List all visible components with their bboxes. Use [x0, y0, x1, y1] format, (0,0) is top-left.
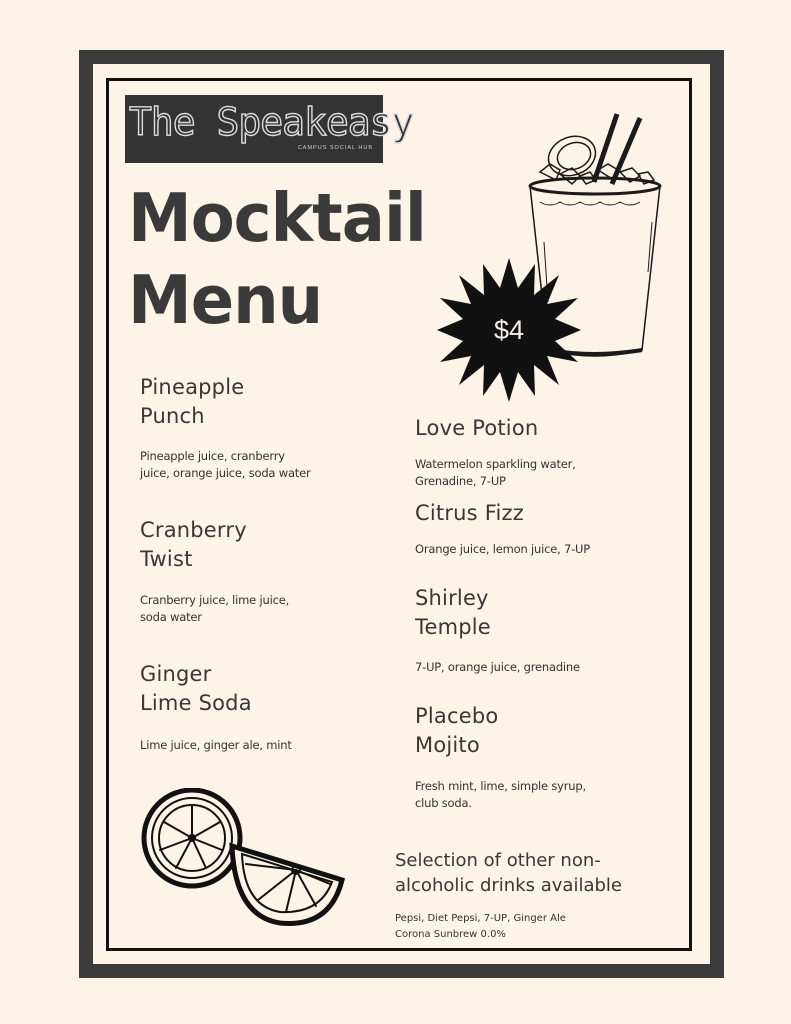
menu-item: [140, 516, 380, 626]
drink-name-line: Citrus Fizz: [415, 501, 524, 525]
drink-name-line: Ginger: [140, 662, 212, 686]
drink-desc-line: 7-UP, orange juice, grenadine: [415, 660, 580, 674]
drink-desc-line: Lime juice, ginger ale, mint: [140, 738, 292, 752]
drink-name: [140, 660, 380, 718]
menu-item: [415, 499, 675, 558]
drink-name-line: Temple: [415, 615, 491, 639]
drink-desc-line: Grenadine, 7-UP: [415, 474, 506, 488]
drink-desc-line: juice, orange juice, soda water: [140, 466, 311, 480]
title-line-1: Mocktail: [128, 180, 426, 258]
menu-item: [415, 414, 675, 490]
drink-desc-line: Pineapple juice, cranberry: [140, 449, 285, 463]
drink-description: [415, 659, 675, 676]
drink-name: [415, 702, 675, 760]
menu-item: [140, 660, 380, 754]
drink-name: [415, 414, 675, 443]
drink-description: [140, 592, 380, 626]
menu-item: [415, 702, 675, 812]
heading-line: Selection of other non-: [395, 850, 601, 871]
drink-description: [140, 448, 380, 482]
list-line: Pepsi, Diet Pepsi, 7-UP, Ginger Ale: [395, 913, 566, 924]
brand-name: The Speakeasy: [129, 100, 414, 144]
drink-description: [140, 737, 380, 754]
heading-line: alcoholic drinks available: [395, 875, 622, 896]
page-title: [128, 176, 426, 340]
drink-desc-line: Fresh mint, lime, simple syrup,: [415, 779, 586, 793]
brand-tagline: CAMPUS SOCIAL HUB: [297, 145, 373, 151]
drink-name-line: Cranberry: [140, 518, 247, 542]
other-drinks-heading: [395, 848, 685, 898]
drink-name: [415, 584, 675, 642]
title-line-2: Menu: [128, 262, 323, 340]
drink-name-line: Placebo: [415, 704, 499, 728]
drink-description: [415, 456, 675, 490]
drink-desc-line: Watermelon sparkling water,: [415, 457, 576, 471]
menu-item: [140, 373, 380, 482]
drink-name: [140, 373, 380, 431]
citrus-slices-icon: [140, 788, 350, 928]
drink-name-line: Shirley: [415, 586, 489, 610]
drink-name-line: Love Potion: [415, 416, 539, 440]
other-drinks-list: [395, 911, 685, 943]
menu-item: [415, 584, 675, 676]
price-badge: $4: [493, 314, 525, 345]
brand-logo: [125, 95, 414, 163]
drink-desc-line: club soda.: [415, 796, 472, 810]
drink-name-line: Lime Soda: [140, 691, 252, 715]
drink-name: [140, 516, 380, 574]
drink-name-line: Pineapple: [140, 375, 245, 399]
drink-name-line: Twist: [140, 547, 193, 571]
drink-description: [415, 778, 675, 812]
drink-desc-line: Cranberry juice, lime juice,: [140, 593, 290, 607]
drink-name-line: Punch: [140, 404, 205, 428]
drink-desc-line: soda water: [140, 610, 202, 624]
drink-desc-line: Orange juice, lemon juice, 7-UP: [415, 542, 590, 556]
list-line: Corona Sunbrew 0.0%: [395, 929, 506, 940]
drink-name-line: Mojito: [415, 733, 480, 757]
drink-name: [415, 499, 675, 528]
drink-description: [415, 541, 675, 558]
